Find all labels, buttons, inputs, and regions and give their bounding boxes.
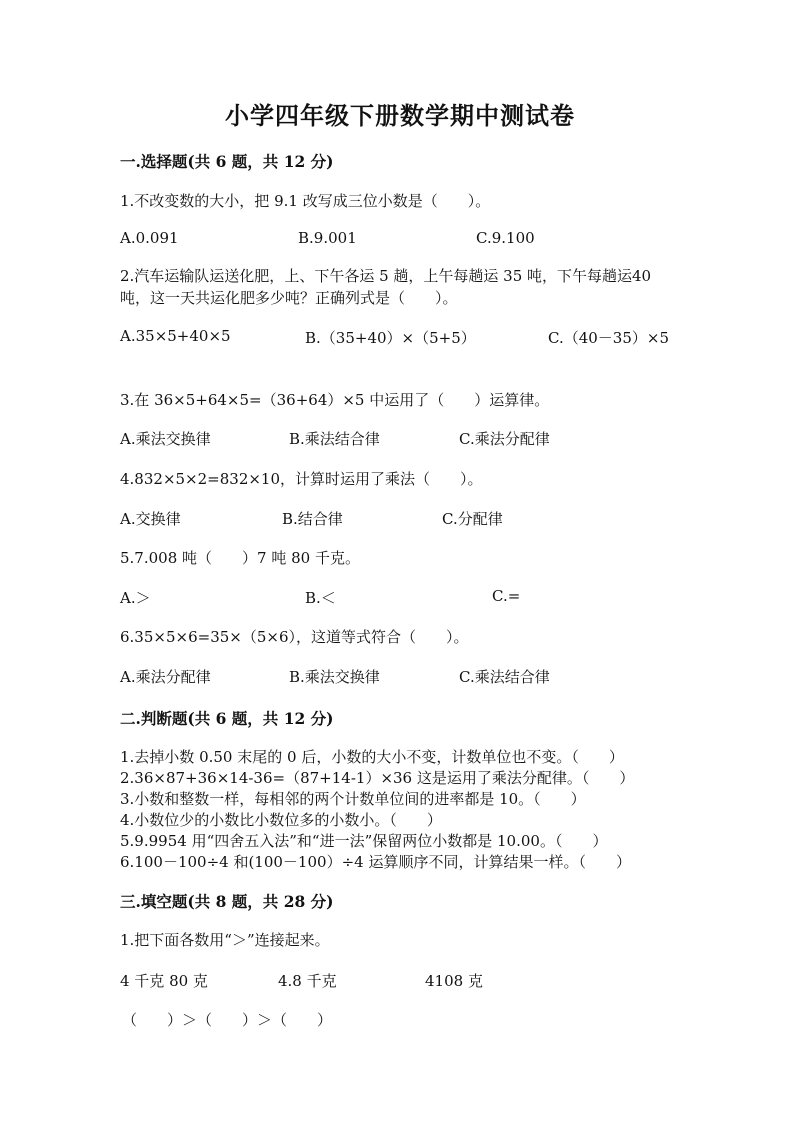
option-c: C.=: [492, 587, 521, 605]
page-title: 小学四年级下册数学期中测试卷: [225, 101, 575, 130]
option-c: C.（40－35）×5: [548, 329, 669, 347]
option-b: B.（35+40）×（5+5）: [305, 329, 476, 347]
option-a: A.＞: [120, 589, 151, 607]
judgement-item: 5.9.9954 用“四舍五入法”和“进一法”保留两位小数都是 10.00。（ ）: [120, 832, 608, 850]
option-b: B.＜: [305, 589, 336, 607]
judgement-item: 6.100－100÷4 和(100－100）÷4 运算顺序不同，计算结果一样。（ ）: [120, 853, 631, 871]
option-a: A.35×5+40×5: [120, 327, 231, 345]
question-stem: 3.在 36×5+64×5=（36+64）×5 中运用了（ ）运算律。: [120, 391, 550, 409]
judgement-item: 3.小数和整数一样，每相邻的两个计数单位间的进率都是 10。（ ）: [120, 790, 586, 808]
section-heading-fill: 三.填空题(共 8 题，共 28 分): [120, 892, 334, 911]
value-item: 4 千克 80 克: [120, 972, 208, 990]
option-b: B.乘法交换律: [289, 668, 380, 686]
question-stem: 6.35×5×6=35×（5×6），这道等式符合（ ）。: [120, 628, 469, 646]
option-c: C.分配律: [442, 510, 503, 528]
judgement-item: 2.36×87+36×14-36=（87+14-1）×36 这是运用了乘法分配律。（ ）: [120, 769, 635, 787]
section-heading-judgement: 二.判断题(共 6 题，共 12 分): [120, 709, 334, 728]
question-stem: 1.不改变数的大小，把 9.1 改写成三位小数是（ ）。: [120, 192, 491, 210]
option-c: C.9.100: [476, 229, 535, 247]
option-b: B.结合律: [282, 510, 343, 528]
option-c: C.乘法分配律: [459, 430, 550, 448]
question-stem: 2.汽车运输队运送化肥，上、下午各运 5 趟，上午每趟运 35 吨，下午每趟运40 吨，这一天共运化肥多少吨？正确列式是（ ）。: [120, 267, 652, 307]
option-a: A.交换律: [120, 510, 181, 528]
option-c: C.乘法结合律: [459, 668, 550, 686]
question-stem: 5.7.008 吨（ ）7 吨 80 千克。: [120, 549, 360, 567]
question-stem: 1.把下面各数用“＞”连接起来。: [120, 931, 330, 949]
question-stem: 4.832×5×2=832×10，计算时运用了乘法（ ）。: [120, 470, 483, 488]
option-a: A.乘法交换律: [120, 430, 211, 448]
value-item: 4108 克: [425, 972, 483, 990]
option-b: B.9.001: [298, 229, 357, 247]
judgement-item: 4.小数位少的小数比小数位多的小数小。（ ）: [120, 811, 442, 829]
option-a: A.乘法分配律: [120, 668, 211, 686]
answer-blanks: （ ）＞（ ）＞（ ）: [122, 1011, 333, 1029]
judgement-item: 1.去掉小数 0.50 末尾的 0 后，小数的大小不变，计数单位也不变。（ ）: [120, 748, 624, 766]
section-heading-choice: 一.选择题(共 6 题，共 12 分): [120, 152, 334, 171]
option-b: B.乘法结合律: [289, 430, 380, 448]
value-item: 4.8 千克: [278, 972, 337, 990]
option-a: A.0.091: [120, 229, 179, 247]
